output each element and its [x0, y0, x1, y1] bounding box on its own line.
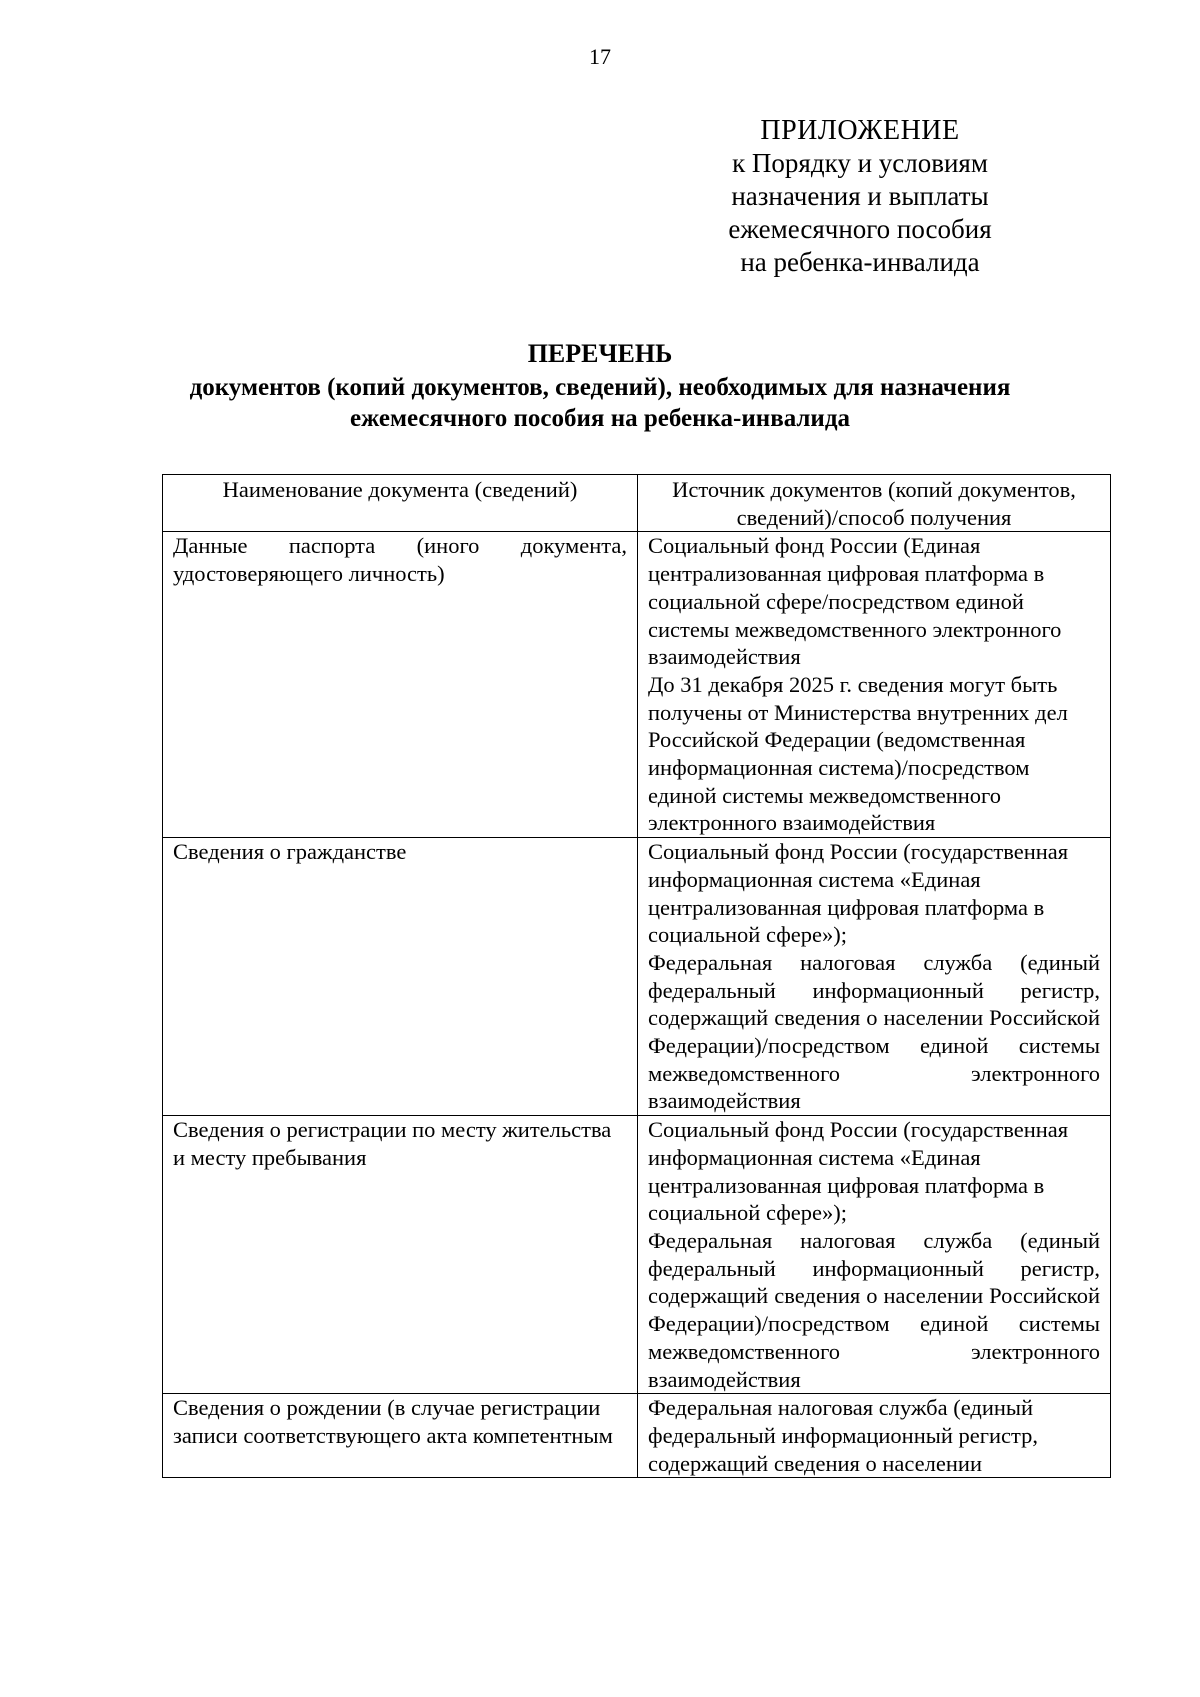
source-part: Социальный фонд России (государственная информационная система «Единая централизованная цифровая платформа в социальной сфере»);	[648, 1117, 1069, 1226]
table-row	[163, 1394, 1111, 1478]
appendix-line: ежемесячного пособия	[728, 214, 992, 244]
header-document-name: Наименование документа (сведений)	[163, 475, 638, 532]
title-line: ежемесячного пособия на ребенка-инвалида	[350, 405, 850, 432]
source-part: Федеральная налоговая служба (единый федеральный информационный регистр, содержащий сведения о населении Российской Федерации)/посредством единой системы межведомственного электронного взаимодействия	[648, 1227, 1100, 1392]
title-line: документов (копий документов, сведений), необходимых для назначения	[189, 374, 1011, 401]
appendix-block	[680, 114, 1040, 279]
source-part: Социальный фонд России (Единая централизованная цифровая платформа в социальной сфере/посредством единой системы межведомственного электронного взаимодействия	[648, 533, 1062, 670]
document-source-cell	[638, 838, 1111, 1116]
source-part: Федеральная налоговая служба (единый федеральный информационный регистр, содержащий сведения о населении Российской Федерации)/посредством единой системы межведомственного электронного взаимодействия	[648, 949, 1100, 1114]
source-part: Федеральная налоговая служба (единый федеральный информационный регистр, содержащий сведения о населении	[648, 1395, 1039, 1476]
appendix-heading: ПРИЛОЖЕНИЕ	[760, 115, 960, 146]
page-number: 17	[589, 44, 611, 69]
source-part: Социальный фонд России (государственная информационная система «Единая централизованная цифровая платформа в социальной сфере»);	[648, 839, 1069, 948]
document-title	[0, 338, 1200, 434]
document-source-cell	[638, 532, 1111, 838]
document-name-cell: Сведения о рождении (в случае регистрации записи соответствующего акта компетентным	[163, 1394, 638, 1478]
table-row	[163, 838, 1111, 1116]
table-header-row	[163, 475, 1111, 532]
table-row	[163, 1116, 1111, 1394]
appendix-line: назначения и выплаты	[731, 181, 989, 211]
appendix-line: на ребенка-инвалида	[740, 247, 980, 277]
title-main: ПЕРЕЧЕНЬ	[527, 339, 673, 368]
appendix-line: к Порядку и условиям	[732, 148, 988, 178]
document-source-cell	[638, 1116, 1111, 1394]
documents-table	[162, 474, 1111, 1478]
table-row	[163, 532, 1111, 838]
header-document-source: Источник документов (копий документов, сведений)/способ получения	[638, 475, 1111, 532]
document-name-cell: Сведения о регистрации по месту жительства и месту пребывания	[163, 1116, 638, 1394]
source-part: До 31 декабря 2025 г. сведения могут быть получены от Министерства внутренних дел Российской Федерации (ведомственная информационная система)/посредством единой системы межведомственного электронного взаимодействия	[648, 671, 1068, 836]
document-name-cell: Данные паспорта (иного документа, удостоверяющего личность)	[163, 532, 638, 838]
document-name-cell: Сведения о гражданстве	[163, 838, 638, 1116]
document-source-cell	[638, 1394, 1111, 1478]
